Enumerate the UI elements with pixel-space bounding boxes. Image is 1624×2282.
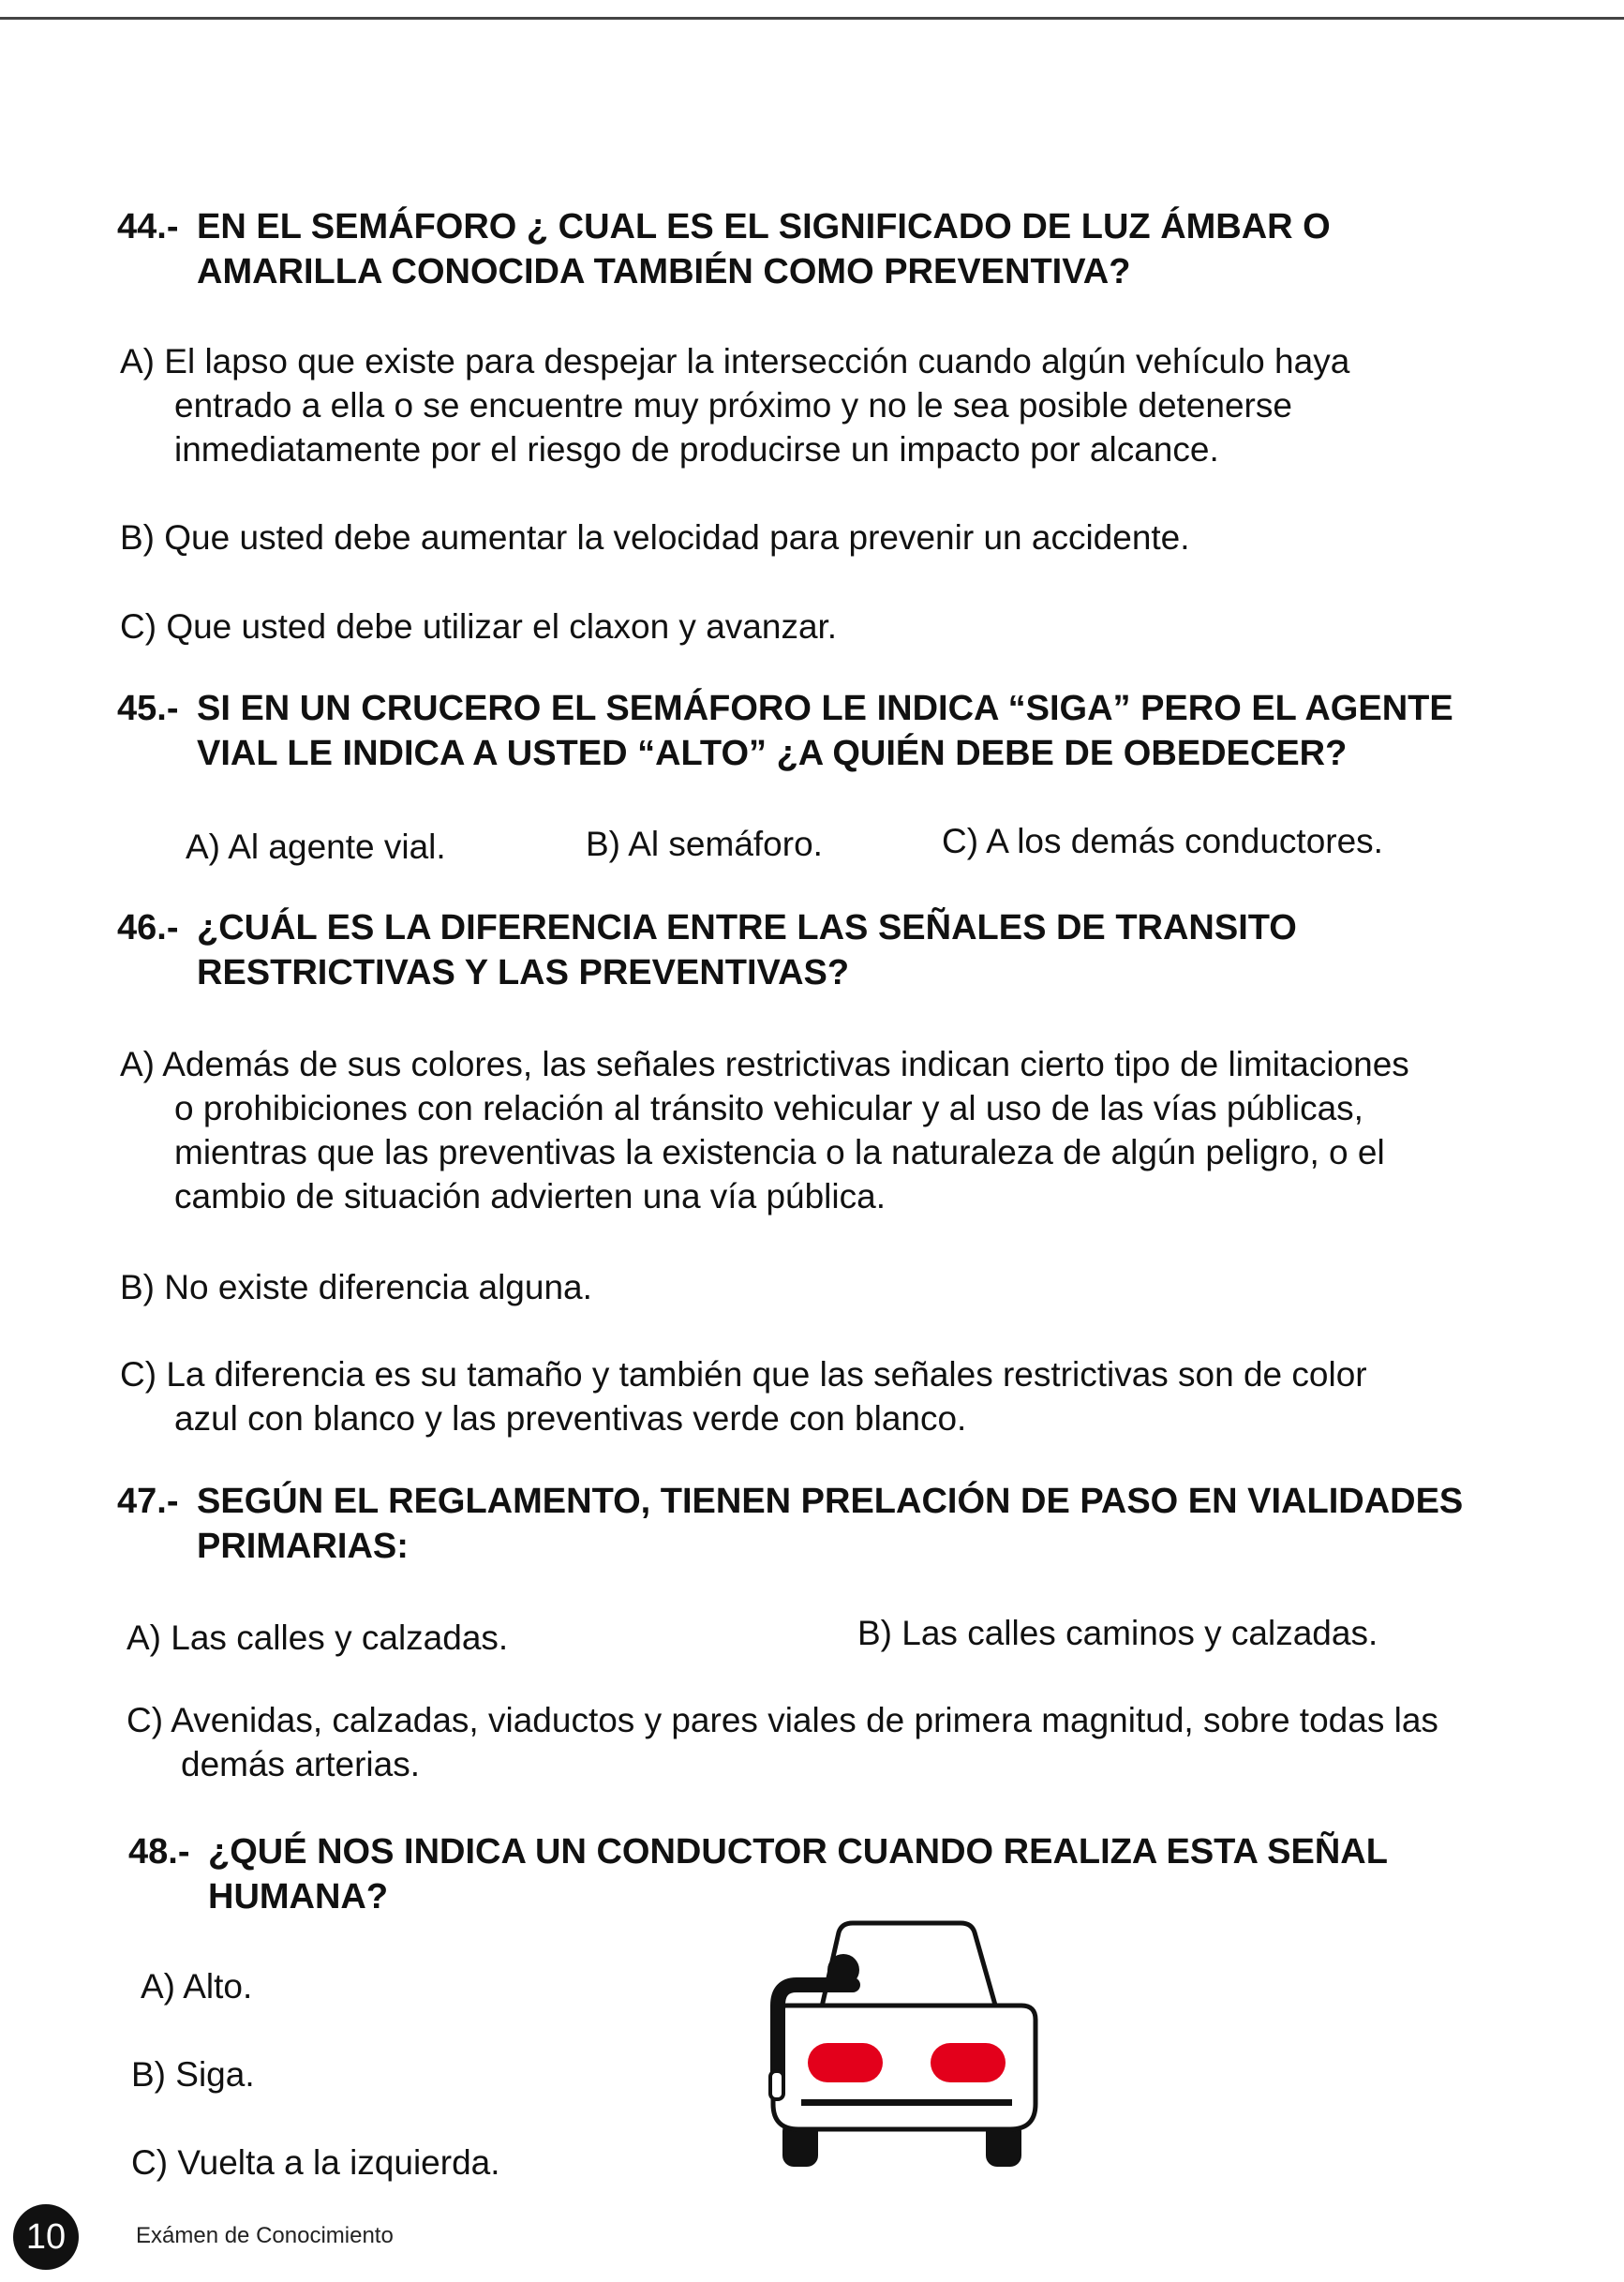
question-text-line2: RESTRICTIVAS Y LAS PREVENTIVAS? [197, 953, 850, 992]
q44-option-c: C) Que usted debe utilizar el claxon y avanzar. [120, 607, 838, 646]
q48-option-c: C) Vuelta a la izquierda. [131, 2143, 500, 2182]
option-text-line4: cambio de situación advierten una vía pública. [174, 1177, 886, 1216]
question-number: 47.- [117, 1482, 179, 1521]
q47-option-c [127, 1698, 1588, 1786]
option-text-line1: Además de sus colores, las señales restrictivas indican cierto tipo de limitaciones [162, 1045, 1409, 1083]
option-text-line3: mientras que las preventivas la existencia o la naturaleza de algún peligro, o el [174, 1133, 1385, 1171]
question-45 [117, 686, 1579, 776]
question-text-line1: ¿CUÁL ES LA DIFERENCIA ENTRE LAS SEÑALES DE TRANSITO [197, 908, 1297, 947]
option-text-line2: o prohibiciones con relación al tránsito vehicular y al uso de las vías públicas, [174, 1089, 1363, 1127]
q47-option-b: B) Las calles caminos y calzadas. [857, 1614, 1378, 1652]
question-text-line1: SEGÚN EL REGLAMENTO, TIENEN PRELACIÓN DE PASO EN VIALIDADES [197, 1482, 1464, 1521]
q44-option-b: B) Que usted debe aumentar la velocidad para prevenir un accidente. [120, 518, 1190, 557]
question-number: 46.- [117, 908, 179, 947]
question-number: 45.- [117, 689, 179, 728]
option-text-line1: El lapso que existe para despejar la intersección cuando algún vehículo haya [164, 342, 1350, 380]
option-text-line3: inmediatamente por el riesgo de producirse un impacto por alcance. [174, 430, 1219, 469]
option-text-line2: azul con blanco y las preventivas verde con blanco. [174, 1399, 967, 1438]
q48-option-a: A) Alto. [141, 1967, 253, 2006]
option-label: C) [120, 1355, 157, 1394]
q46-option-a [120, 1042, 1582, 1218]
q47-option-a: A) Las calles y calzadas. [127, 1618, 509, 1657]
option-text-line2: demás arterias. [181, 1745, 420, 1783]
option-text-line1: Avenidas, calzadas, viaductos y pares viales de primera magnitud, sobre todas las [171, 1701, 1438, 1739]
option-label: A) [120, 1045, 155, 1083]
footer-text: Exámen de Conocimiento [136, 2223, 394, 2248]
q45-option-a: A) Al agente vial. [186, 828, 446, 866]
question-44 [117, 204, 1579, 294]
option-text-line2: entrado a ella o se encuentre muy próximo y no le sea posible detenerse [174, 386, 1292, 425]
option-label: A) [120, 342, 155, 380]
question-text-line1: EN EL SEMÁFORO ¿ CUAL ES EL SIGNIFICADO DE LUZ ÁMBAR O [197, 207, 1331, 246]
option-label: C) [127, 1701, 164, 1739]
q45-option-b: B) Al semáforo. [586, 825, 823, 863]
question-number: 44.- [117, 207, 179, 246]
q45-option-c: C) A los demás conductores. [942, 822, 1383, 860]
top-rule [0, 17, 1624, 20]
question-text-line2: HUMANA? [208, 1877, 389, 1917]
q44-option-a [120, 339, 1582, 471]
q46-option-c [120, 1352, 1582, 1440]
option-text-line1: La diferencia es su tamaño y también que las señales restrictivas son de color [166, 1355, 1367, 1394]
question-48 [128, 1829, 1590, 1919]
question-text-line1: ¿QUÉ NOS INDICA UN CONDUCTOR CUANDO REALIZA ESTA SEÑAL [208, 1832, 1388, 1872]
question-46 [117, 905, 1579, 995]
question-47 [117, 1479, 1579, 1569]
question-text-line2: AMARILLA CONOCIDA TAMBIÉN COMO PREVENTIVA? [197, 252, 1131, 291]
question-text-line1: SI EN UN CRUCERO EL SEMÁFORO LE INDICA “SIGA” PERO EL AGENTE [197, 689, 1453, 728]
page-number: 10 [13, 2204, 79, 2270]
question-text-line2: VIAL LE INDICA A USTED “ALTO” ¿A QUIÉN DEBE DE OBEDECER? [197, 734, 1348, 773]
q46-option-b: B) No existe diferencia alguna. [120, 1268, 592, 1306]
car-hand-signal-icon [731, 1912, 1068, 2174]
question-text-line2: PRIMARIAS: [197, 1527, 409, 1566]
question-number: 48.- [128, 1832, 190, 1872]
q48-option-b: B) Siga. [131, 2055, 255, 2094]
